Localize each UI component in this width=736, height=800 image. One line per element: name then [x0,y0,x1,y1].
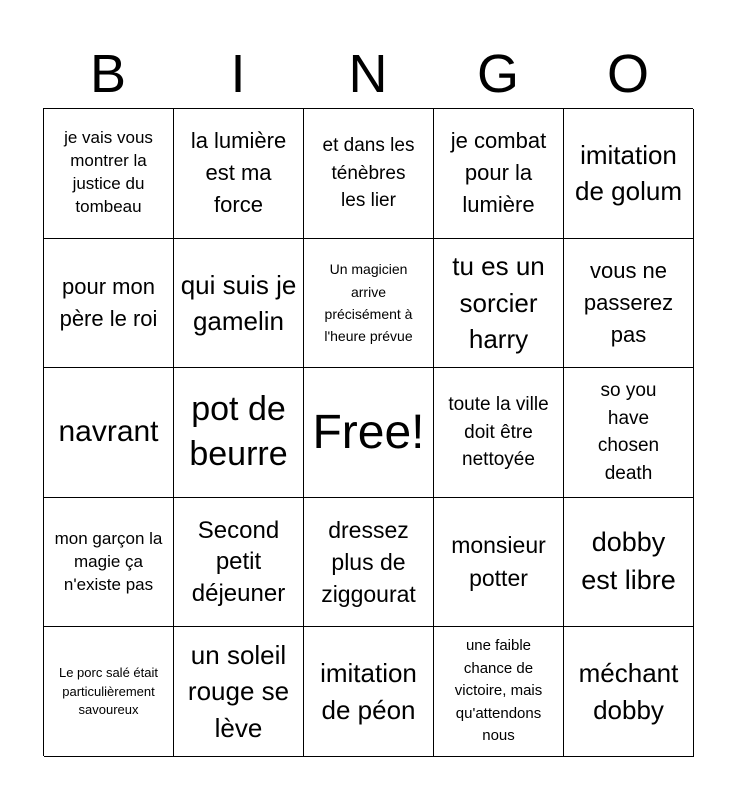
cell-text: la lumière est ma force [190,128,287,218]
bingo-cell-r4c4[interactable] [434,498,564,628]
cell-text: je vais vous montrer la justice du tombeau [64,128,153,217]
bingo-board [43,108,693,756]
cell-text: tu es un sorcier harry [452,251,545,355]
cell-text: et dans les ténèbres les lier [322,134,415,212]
bingo-cell-r2c1[interactable] [44,239,174,369]
header-letter-o: O [606,44,649,104]
cell-text: une faible chance de victoire, mais qu'attendons nous [454,637,543,745]
bingo-cell-r3c2[interactable] [174,368,304,498]
cell-text: navrant [58,415,159,449]
bingo-cell-r1c4[interactable] [434,109,564,239]
cell-text: imitation de golum [575,139,682,207]
bingo-cell-r3c5[interactable] [564,368,694,498]
bingo-cell-r5c2[interactable] [174,627,304,757]
bingo-cell-r5c5[interactable] [564,627,694,757]
header-letter-g: G [476,44,519,104]
cell-text: mon garçon la magie ça n'existe pas [54,528,163,594]
cell-text: un soleil rouge se lève [187,640,290,743]
cell-text: dobby est libre [581,527,676,596]
bingo-cell-r5c4[interactable] [434,627,564,757]
cell-text: monsieur potter [451,531,546,592]
header-letter-b: B [89,44,127,104]
bingo-cell-r4c2[interactable] [174,498,304,628]
bingo-cell-free[interactable] [304,368,434,498]
bingo-cell-r5c1[interactable] [44,627,174,757]
cell-text: so you have chosen death [597,380,660,485]
cell-text: vous ne passerez pas [583,258,674,347]
cell-text: pour mon père le roi [59,274,158,331]
cell-text: Second petit déjeuner [191,517,286,607]
bingo-cell-r4c5[interactable] [564,498,694,628]
bingo-cell-r4c1[interactable] [44,498,174,628]
bingo-cell-r1c3[interactable] [304,109,434,239]
bingo-cell-r1c1[interactable] [44,109,174,239]
bingo-cell-r4c3[interactable] [304,498,434,628]
header-letter-n: N [348,44,388,104]
cell-text: dressez plus de ziggourat [321,516,416,608]
bingo-cell-r5c3[interactable] [304,627,434,757]
cell-text: Le porc salé était particulièrement savoureux [58,665,158,717]
bingo-cell-r2c5[interactable] [564,239,694,369]
bingo-cell-r2c3[interactable] [304,239,434,369]
free-space-label: Free! [312,405,425,459]
bingo-header [43,40,693,108]
cell-text: méchant dobby [578,658,679,725]
cell-text: imitation de péon [320,658,417,725]
cell-text: pot de beurre [189,389,288,474]
header-letter-i: I [230,44,246,104]
bingo-cell-r1c5[interactable] [564,109,694,239]
cell-text: je combat pour la lumière [450,128,547,218]
bingo-cell-r2c4[interactable] [434,239,564,369]
cell-text: Un magicien arrive précisément à l'heure prévue [324,261,413,345]
cell-text: qui suis je gamelin [180,269,297,336]
cell-text: toute la ville doit être nettoyée [448,394,549,471]
bingo-cell-r2c2[interactable] [174,239,304,369]
bingo-cell-r3c1[interactable] [44,368,174,498]
bingo-cell-r3c4[interactable] [434,368,564,498]
bingo-cell-r1c2[interactable] [174,109,304,239]
